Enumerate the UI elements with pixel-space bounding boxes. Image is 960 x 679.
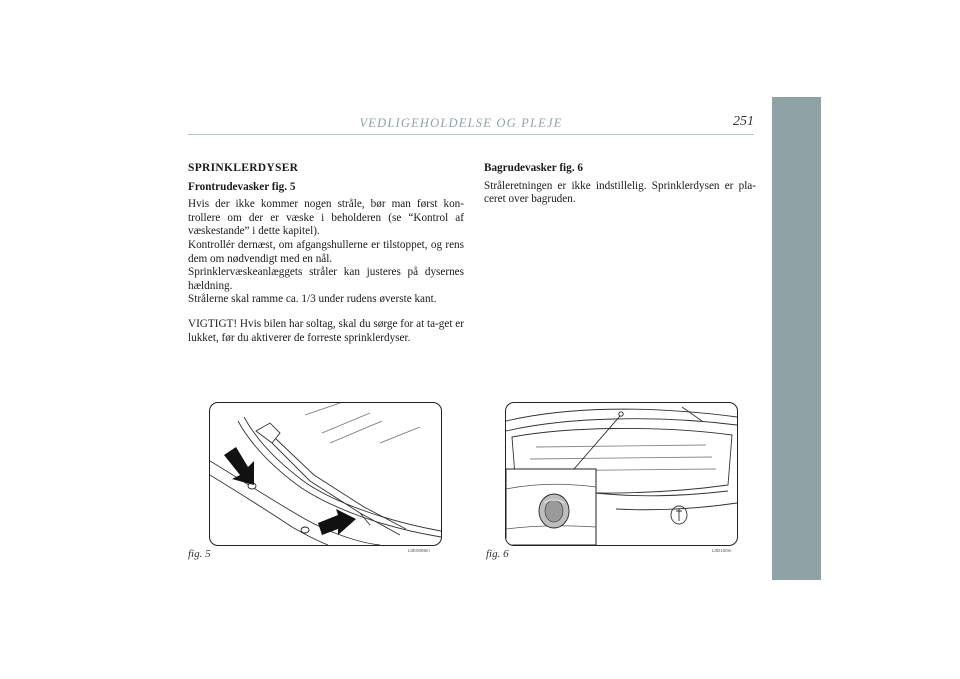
figure-6-caption: fig. 6 — [486, 548, 509, 560]
front-washer-illustration — [210, 403, 441, 545]
page-number: 251 — [733, 114, 754, 129]
arrow-nozzle-1 — [224, 447, 254, 485]
paragraph-spray-target: Strålerne skal ramme ca. 1/3 under rudens øverste kant. — [188, 293, 437, 306]
important-note: VIGTIGT! Hvis bilen har soltag, skal du sørge for at ta-get er lukket, før du aktiverer de forreste sprinklerdyser. — [188, 317, 464, 344]
paragraph-check-fluid: Hvis der ikke kommer nogen stråle, bør man først kon-trollere om der er væske i beholderen (se “Kontrol af væskestande” i dette kapitel). — [188, 198, 464, 238]
figure-5-code: L0E0099m — [408, 548, 430, 553]
chapter-side-tab — [772, 97, 821, 580]
rear-washer-illustration — [506, 403, 737, 545]
section-heading: SPRINKLERDYSER — [188, 162, 299, 174]
paragraph-clean-holes: Kontrollér dernæst, om afgangshullerne er tilstoppet, og rens dem om nødvendigt med en nål. — [188, 238, 464, 265]
rear-washer-heading: Bagrudevasker fig. 6 — [484, 162, 583, 174]
paragraph-adjust-nozzles: Sprinklervæskeanlæggets stråler kan justeres på dysernes hældning. — [188, 266, 464, 292]
paragraph-rear-nozzle: Stråleretningen er ikke indstillelig. Sprinklerdysen er pla-ceret over bagruden. — [484, 179, 756, 206]
left-column — [188, 162, 464, 345]
figure-6-rear-washer — [505, 402, 738, 546]
figure-6-code: L0D100m — [712, 548, 732, 553]
header-rule — [188, 134, 754, 135]
running-header-title: VEDLIGEHOLDELSE OG PLEJE — [359, 116, 563, 130]
figure-5-caption: fig. 5 — [188, 548, 211, 560]
right-column — [484, 162, 756, 207]
figure-5-front-washer — [209, 402, 442, 546]
front-washer-heading: Frontrudevasker fig. 5 — [188, 180, 296, 193]
